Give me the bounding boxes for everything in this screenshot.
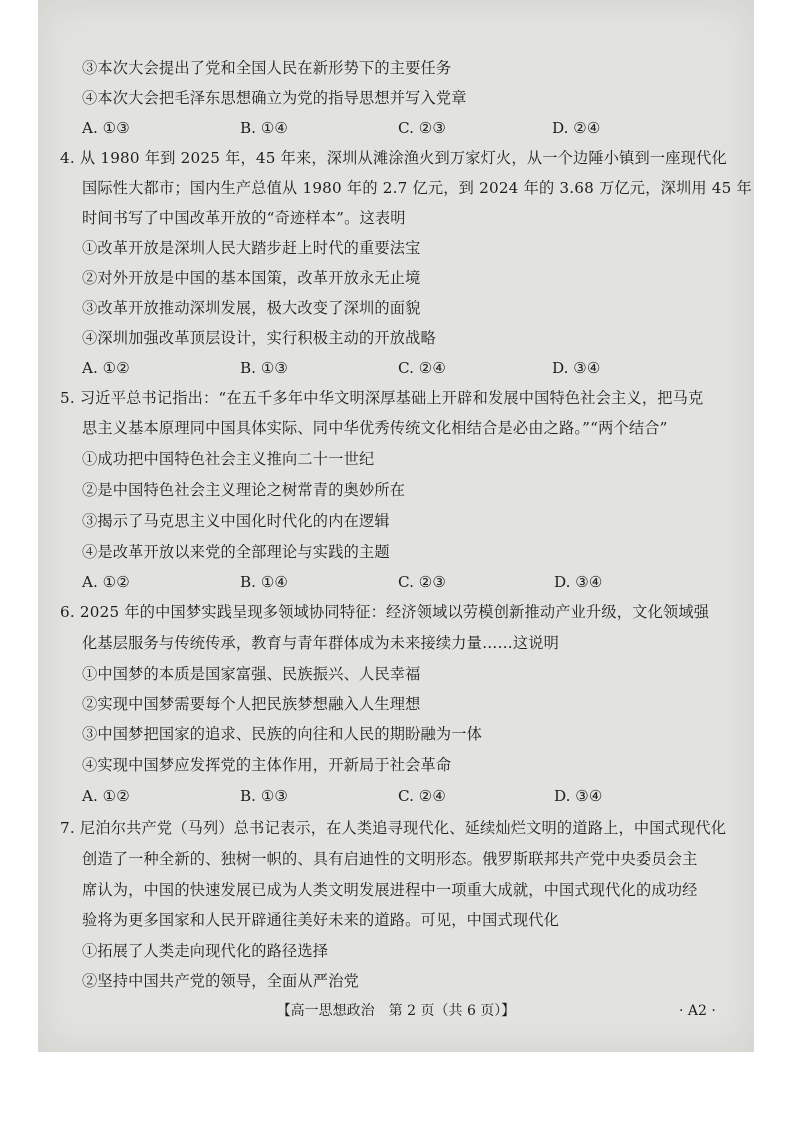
- q4-option-c: C. ②④: [398, 359, 446, 377]
- page-footer: 【高一思想政治 第 2 页（共 6 页）】: [276, 1003, 516, 1019]
- q6-item-1: ①中国梦的本质是国家富强、民族振兴、人民幸福: [82, 665, 421, 683]
- q7-stem-line-3: 席认为，中国的快速发展已成为人类文明发展进程中一项重大成就，中国式现代化的成功经: [82, 881, 698, 899]
- q5-stem-line-1: 5. 习近平总书记指出：“在五千多年中华文明深厚基础上开辟和发展中国特色社会主义，把马克: [60, 389, 704, 407]
- q6-stem-line-2: 化基层服务与传统传承，教育与青年群体成为未来接续力量……这说明: [82, 634, 560, 652]
- q3-option-b: B. ①④: [240, 119, 289, 137]
- q6-option-c: C. ②④: [398, 787, 446, 805]
- q7-item-1: ①拓展了人类走向现代化的路径选择: [82, 942, 329, 960]
- q5-option-a: A. ①②: [82, 573, 130, 591]
- q3-item-3: ③本次大会提出了党和全国人民在新形势下的主要任务: [82, 59, 452, 77]
- q7-stem-line-2: 创造了一种全新的、独树一帜的、具有启迪性的文明形态。俄罗斯联邦共产党中央委员会主: [82, 850, 698, 868]
- q5-option-c: C. ②③: [398, 573, 446, 591]
- q4-option-b: B. ①③: [240, 359, 289, 377]
- q4-option-d: D. ③④: [552, 359, 601, 377]
- q4-option-a: A. ①②: [82, 359, 130, 377]
- q4-item-1: ①改革开放是深圳人民大踏步赶上时代的重要法宝: [82, 239, 421, 257]
- q6-item-3: ③中国梦把国家的追求、民族的向往和人民的期盼融为一体: [82, 725, 483, 743]
- q4-item-4: ④深圳加强改革顶层设计，实行积极主动的开放战略: [82, 329, 436, 347]
- q6-item-2: ②实现中国梦需要每个人把民族梦想融入人生理想: [82, 695, 421, 713]
- q3-option-a: A. ①③: [82, 119, 130, 137]
- q4-stem-line-2: 国际性大都市；国内生产总值从 1980 年的 2.7 亿元，到 2024 年的 3.68 万亿元，深圳用 45 年: [82, 179, 752, 197]
- q4-stem-line-3: 时间书写了中国改革开放的“奇迹样本”。这表明: [82, 209, 406, 227]
- q4-item-2: ②对外开放是中国的基本国策，改革开放永无止境: [82, 269, 421, 287]
- q7-stem-line-4: 验将为更多国家和人民开辟通往美好未来的道路。可见，中国式现代化: [82, 911, 560, 929]
- q6-item-4: ④实现中国梦应发挥党的主体作用，开新局于社会革命: [82, 756, 452, 774]
- q7-item-2: ②坚持中国共产党的领导，全面从严治党: [82, 972, 359, 990]
- q5-item-4: ④是改革开放以来党的全部理论与实践的主题: [82, 543, 390, 561]
- q5-item-3: ③揭示了马克思主义中国化时代化的内在逻辑: [82, 512, 390, 530]
- q6-stem-line-1: 6. 2025 年的中国梦实践呈现多领域协同特征：经济领域以劳模创新推动产业升级，文化领域强: [60, 603, 710, 621]
- q5-item-1: ①成功把中国特色社会主义推向二十一世纪: [82, 450, 375, 468]
- q3-item-4: ④本次大会把毛泽东思想确立为党的指导思想并写入党章: [82, 89, 467, 107]
- q5-stem-line-2: 思主义基本原理同中国具体实际、同中华优秀传统文化相结合是必由之路。”“两个结合”: [82, 419, 668, 437]
- q4-stem-line-1: 4. 从 1980 年到 2025 年，45 年来，深圳从滩涂渔火到万家灯火，从一个边陲小镇到一座现代化: [60, 149, 727, 167]
- q6-option-d: D. ③④: [554, 787, 603, 805]
- q5-option-b: B. ①④: [240, 573, 289, 591]
- q3-option-c: C. ②③: [398, 119, 446, 137]
- page-code: · A2 ·: [679, 1003, 716, 1019]
- q5-item-2: ②是中国特色社会主义理论之树常青的奥妙所在: [82, 481, 406, 499]
- q6-option-a: A. ①②: [82, 787, 130, 805]
- q6-option-b: B. ①③: [240, 787, 289, 805]
- exam-page: [38, 0, 754, 1052]
- q3-option-d: D. ②④: [552, 119, 601, 137]
- q7-stem-line-1: 7. 尼泊尔共产党（马列）总书记表示，在人类追寻现代化、延续灿烂文明的道路上，中国式现代化: [60, 819, 727, 837]
- q4-item-3: ③改革开放推动深圳发展，极大改变了深圳的面貌: [82, 299, 421, 317]
- q5-option-d: D. ③④: [554, 573, 603, 591]
